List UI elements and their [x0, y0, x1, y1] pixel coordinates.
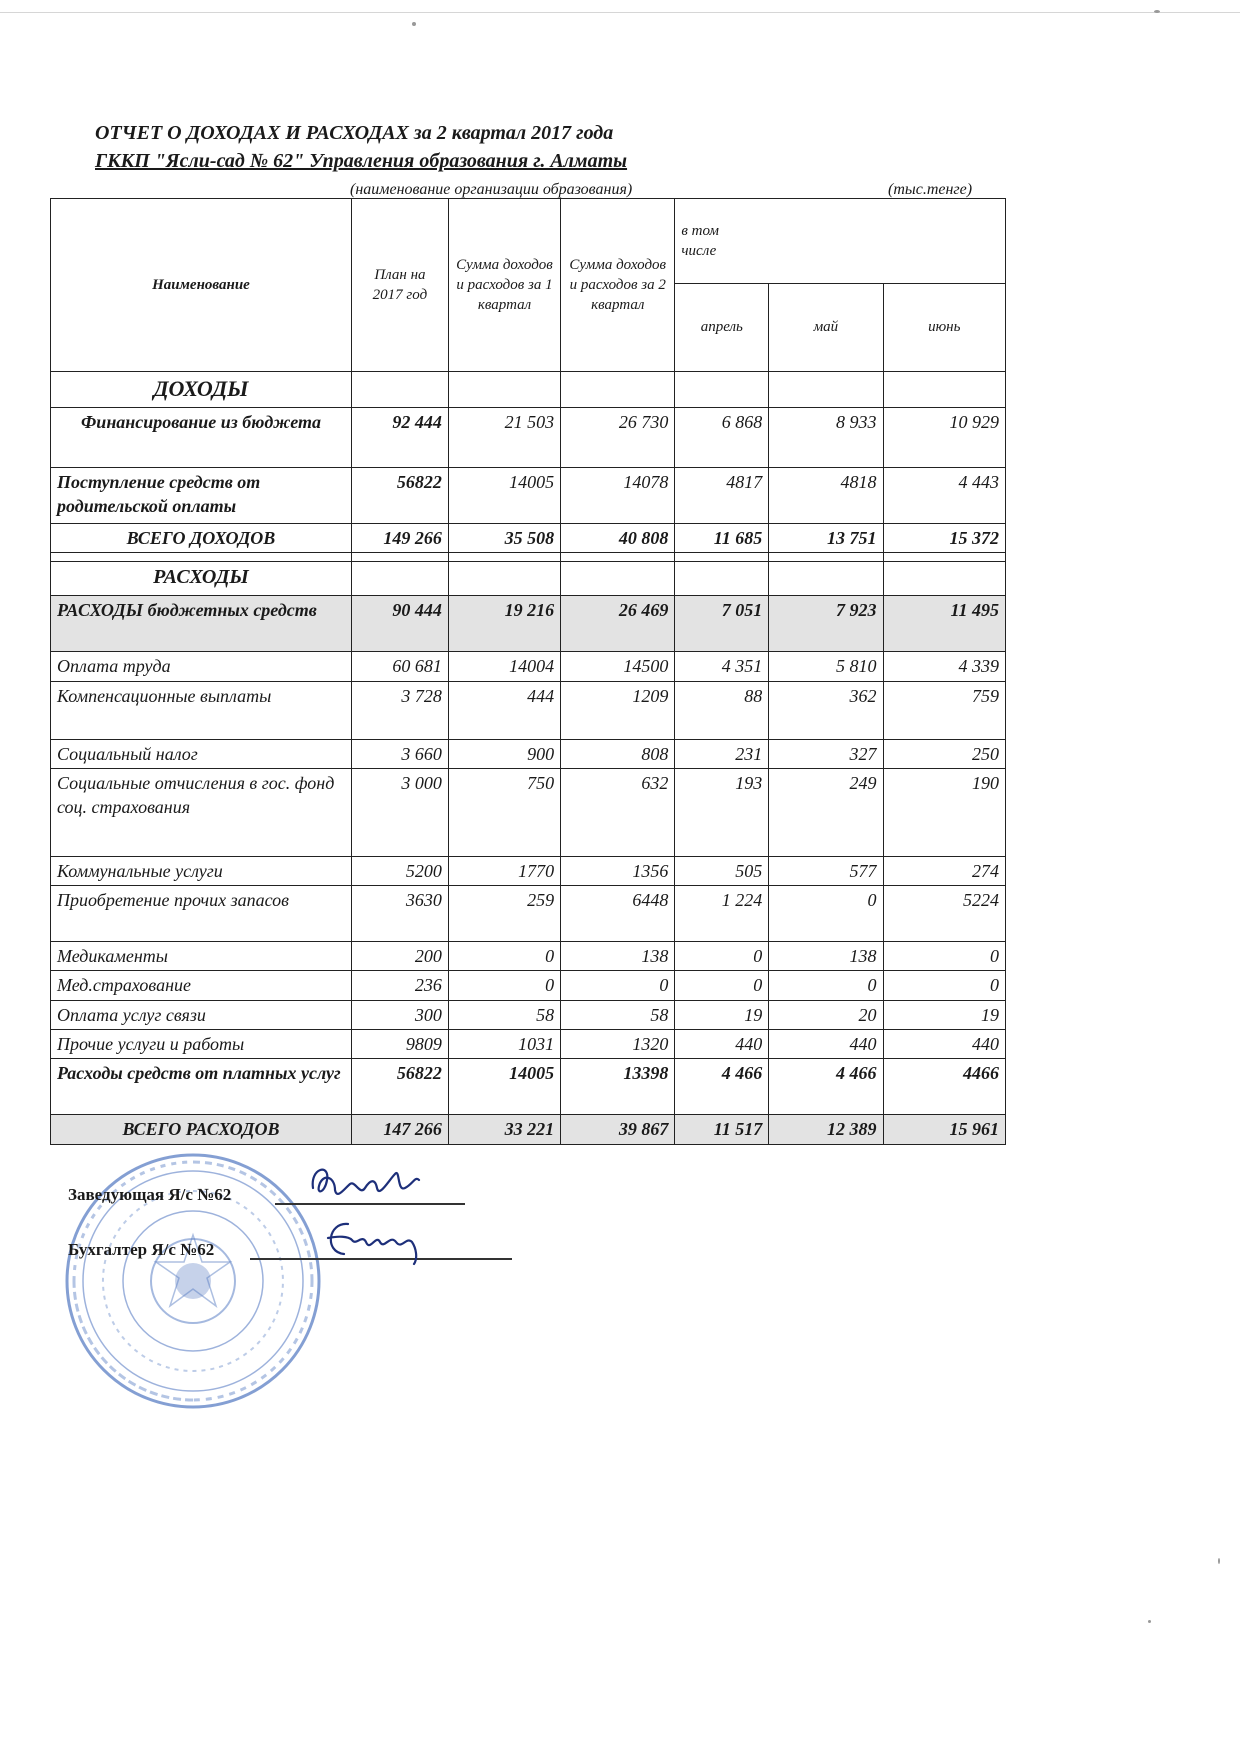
stamp-emblem-center — [175, 1263, 211, 1299]
expense-heading: РАСХОДЫ — [51, 562, 352, 596]
row-april: 6 868 — [675, 408, 769, 468]
table-row — [51, 1030, 1006, 1059]
row-april: 4817 — [675, 468, 769, 524]
table-row — [51, 739, 1006, 768]
org-caption: (наименование организации образования) — [350, 181, 633, 198]
row-june: 11 495 — [883, 596, 1006, 652]
expense-total-row — [51, 1115, 1006, 1144]
empty-cell — [448, 562, 560, 596]
row-april: 193 — [675, 768, 769, 856]
row-plan: 56822 — [351, 1059, 448, 1115]
row-name: ВСЕГО ДОХОДОВ — [51, 524, 352, 553]
row-q2: 632 — [561, 768, 675, 856]
scan-edge-line — [0, 12, 1240, 13]
row-plan: 92 444 — [351, 408, 448, 468]
row-name: Оплата труда — [51, 652, 352, 681]
scan-speck — [1148, 1620, 1151, 1623]
stamp-text-arc — [193, 1281, 312, 1400]
income-heading: ДОХОДЫ — [51, 372, 352, 408]
empty-cell — [561, 562, 675, 596]
row-june: 10 929 — [883, 408, 1006, 468]
table-row — [51, 681, 1006, 739]
empty-cell — [883, 553, 1006, 562]
row-may: 20 — [769, 1000, 883, 1029]
scan-speck — [1218, 1558, 1220, 1564]
row-name: ВСЕГО РАСХОДОВ — [51, 1115, 352, 1144]
row-plan: 236 — [351, 971, 448, 1000]
row-name: РАСХОДЫ бюджетных средств — [51, 596, 352, 652]
row-q1: 0 — [448, 971, 560, 1000]
row-june: 19 — [883, 1000, 1006, 1029]
row-plan: 56822 — [351, 468, 448, 524]
empty-cell — [51, 553, 352, 562]
row-q2: 6448 — [561, 886, 675, 942]
row-may: 5 810 — [769, 652, 883, 681]
row-q2: 808 — [561, 739, 675, 768]
table-row — [51, 768, 1006, 856]
row-plan: 147 266 — [351, 1115, 448, 1144]
row-april: 0 — [675, 971, 769, 1000]
signature-stroke — [313, 1170, 419, 1194]
row-q1: 1031 — [448, 1030, 560, 1059]
row-plan: 300 — [351, 1000, 448, 1029]
spacer-row — [51, 553, 1006, 562]
table-row — [51, 652, 1006, 681]
empty-cell — [448, 553, 560, 562]
row-june: 15 961 — [883, 1115, 1006, 1144]
accountant-signature-label: Бухгалтер Я/с №62 — [68, 1240, 215, 1259]
row-june: 440 — [883, 1030, 1006, 1059]
row-plan: 5200 — [351, 856, 448, 885]
accountant-signature — [318, 1212, 438, 1272]
row-may: 0 — [769, 971, 883, 1000]
row-june: 4 443 — [883, 468, 1006, 524]
row-june: 0 — [883, 942, 1006, 971]
row-june: 4466 — [883, 1059, 1006, 1115]
table-row — [51, 886, 1006, 942]
row-q1: 444 — [448, 681, 560, 739]
row-april: 4 351 — [675, 652, 769, 681]
header-may: май — [769, 284, 883, 372]
row-april: 1 224 — [675, 886, 769, 942]
stamp-text-arc — [74, 1162, 193, 1281]
row-name: Компенсационные выплаты — [51, 681, 352, 739]
row-q2: 40 808 — [561, 524, 675, 553]
row-name: Коммунальные услуги — [51, 856, 352, 885]
row-may: 8 933 — [769, 408, 883, 468]
row-may: 7 923 — [769, 596, 883, 652]
row-april: 231 — [675, 739, 769, 768]
row-may: 4 466 — [769, 1059, 883, 1115]
row-q2: 26 730 — [561, 408, 675, 468]
expense-budget-row — [51, 596, 1006, 652]
row-june: 274 — [883, 856, 1006, 885]
row-name: Приобретение прочих запасов — [51, 886, 352, 942]
row-name: Прочие услуги и работы — [51, 1030, 352, 1059]
row-june: 190 — [883, 768, 1006, 856]
row-q1: 0 — [448, 942, 560, 971]
row-q1: 21 503 — [448, 408, 560, 468]
scan-speck — [412, 22, 416, 26]
row-q2: 138 — [561, 942, 675, 971]
row-may: 577 — [769, 856, 883, 885]
empty-cell — [883, 372, 1006, 408]
row-may: 138 — [769, 942, 883, 971]
row-q1: 35 508 — [448, 524, 560, 553]
header-q1: Сумма доходов и расходов за 1 квартал — [448, 199, 560, 372]
head-signature-label: Заведующая Я/с №62 — [68, 1185, 232, 1204]
empty-cell — [561, 372, 675, 408]
report-title: ОТЧЕТ О ДОХОДАХ И РАСХОДАХ за 2 квартал 2017 года — [95, 122, 614, 144]
row-q1: 14004 — [448, 652, 560, 681]
row-q2: 0 — [561, 971, 675, 1000]
row-may: 362 — [769, 681, 883, 739]
header-q2: Сумма доходов и расходов за 2 квартал — [561, 199, 675, 372]
row-q2: 13398 — [561, 1059, 675, 1115]
row-june: 15 372 — [883, 524, 1006, 553]
row-plan: 3630 — [351, 886, 448, 942]
empty-cell — [769, 372, 883, 408]
row-q1: 259 — [448, 886, 560, 942]
header-june: июнь — [883, 284, 1006, 372]
row-name: Расходы средств от платных услуг — [51, 1059, 352, 1115]
row-june: 759 — [883, 681, 1006, 739]
row-q2: 1209 — [561, 681, 675, 739]
report-organization: ГККП "Ясли-сад № 62" Управления образования г. Алматы — [95, 150, 628, 172]
header-name: Наименование — [51, 199, 352, 372]
row-april: 11 517 — [675, 1115, 769, 1144]
empty-cell — [675, 553, 769, 562]
empty-cell — [883, 562, 1006, 596]
row-april: 19 — [675, 1000, 769, 1029]
row-plan: 3 728 — [351, 681, 448, 739]
table-row — [51, 942, 1006, 971]
row-april: 4 466 — [675, 1059, 769, 1115]
head-signature — [305, 1158, 425, 1218]
row-june: 5224 — [883, 886, 1006, 942]
row-q2: 14078 — [561, 468, 675, 524]
header-including-text: в том числе — [681, 222, 719, 259]
row-name: Финансирование из бюджета — [51, 408, 352, 468]
row-q1: 750 — [448, 768, 560, 856]
table-row — [51, 1000, 1006, 1029]
row-may: 249 — [769, 768, 883, 856]
row-q2: 14500 — [561, 652, 675, 681]
row-april: 440 — [675, 1030, 769, 1059]
row-plan: 3 660 — [351, 739, 448, 768]
row-name: Социальный налог — [51, 739, 352, 768]
empty-cell — [561, 553, 675, 562]
row-june: 4 339 — [883, 652, 1006, 681]
row-q2: 39 867 — [561, 1115, 675, 1144]
row-plan: 60 681 — [351, 652, 448, 681]
stamp-text-arc — [74, 1281, 193, 1400]
row-plan: 200 — [351, 942, 448, 971]
row-q2: 26 469 — [561, 596, 675, 652]
empty-cell — [675, 562, 769, 596]
row-plan: 9809 — [351, 1030, 448, 1059]
row-q1: 14005 — [448, 1059, 560, 1115]
table-row — [51, 971, 1006, 1000]
empty-cell — [675, 372, 769, 408]
table-row — [51, 856, 1006, 885]
empty-cell — [769, 562, 883, 596]
row-name: Поступление средств от родительской оплаты — [51, 468, 352, 524]
row-plan: 3 000 — [351, 768, 448, 856]
table-row — [51, 468, 1006, 524]
row-may: 13 751 — [769, 524, 883, 553]
row-may: 0 — [769, 886, 883, 942]
header-plan: План на 2017 год — [351, 199, 448, 372]
row-april: 505 — [675, 856, 769, 885]
row-may: 327 — [769, 739, 883, 768]
signature-stroke — [328, 1224, 416, 1264]
row-q2: 1356 — [561, 856, 675, 885]
row-q2: 1320 — [561, 1030, 675, 1059]
row-q1: 19 216 — [448, 596, 560, 652]
row-may: 440 — [769, 1030, 883, 1059]
row-plan: 149 266 — [351, 524, 448, 553]
empty-cell — [351, 562, 448, 596]
row-april: 88 — [675, 681, 769, 739]
row-june: 250 — [883, 739, 1006, 768]
header-including — [675, 199, 1006, 284]
row-april: 0 — [675, 942, 769, 971]
row-q1: 900 — [448, 739, 560, 768]
row-plan: 90 444 — [351, 596, 448, 652]
table-row — [51, 408, 1006, 468]
row-name: Социальные отчисления в гос. фонд соц. страхования — [51, 768, 352, 856]
row-name: Мед.страхование — [51, 971, 352, 1000]
row-april: 7 051 — [675, 596, 769, 652]
empty-cell — [351, 372, 448, 408]
report-table — [50, 198, 1006, 1145]
row-q1: 14005 — [448, 468, 560, 524]
empty-cell — [351, 553, 448, 562]
row-name: Медикаменты — [51, 942, 352, 971]
row-q1: 33 221 — [448, 1115, 560, 1144]
expense-paid-row — [51, 1059, 1006, 1115]
stamp-text-arc — [193, 1162, 312, 1281]
units-caption: (тыс.тенге) — [888, 181, 973, 198]
row-may: 12 389 — [769, 1115, 883, 1144]
scan-speck — [1154, 10, 1160, 13]
row-may: 4818 — [769, 468, 883, 524]
row-name: Оплата услуг связи — [51, 1000, 352, 1029]
empty-cell — [448, 372, 560, 408]
row-q1: 58 — [448, 1000, 560, 1029]
empty-cell — [769, 553, 883, 562]
row-q2: 58 — [561, 1000, 675, 1029]
row-april: 11 685 — [675, 524, 769, 553]
header-april: апрель — [675, 284, 769, 372]
income-total-row — [51, 524, 1006, 553]
row-q1: 1770 — [448, 856, 560, 885]
row-june: 0 — [883, 971, 1006, 1000]
